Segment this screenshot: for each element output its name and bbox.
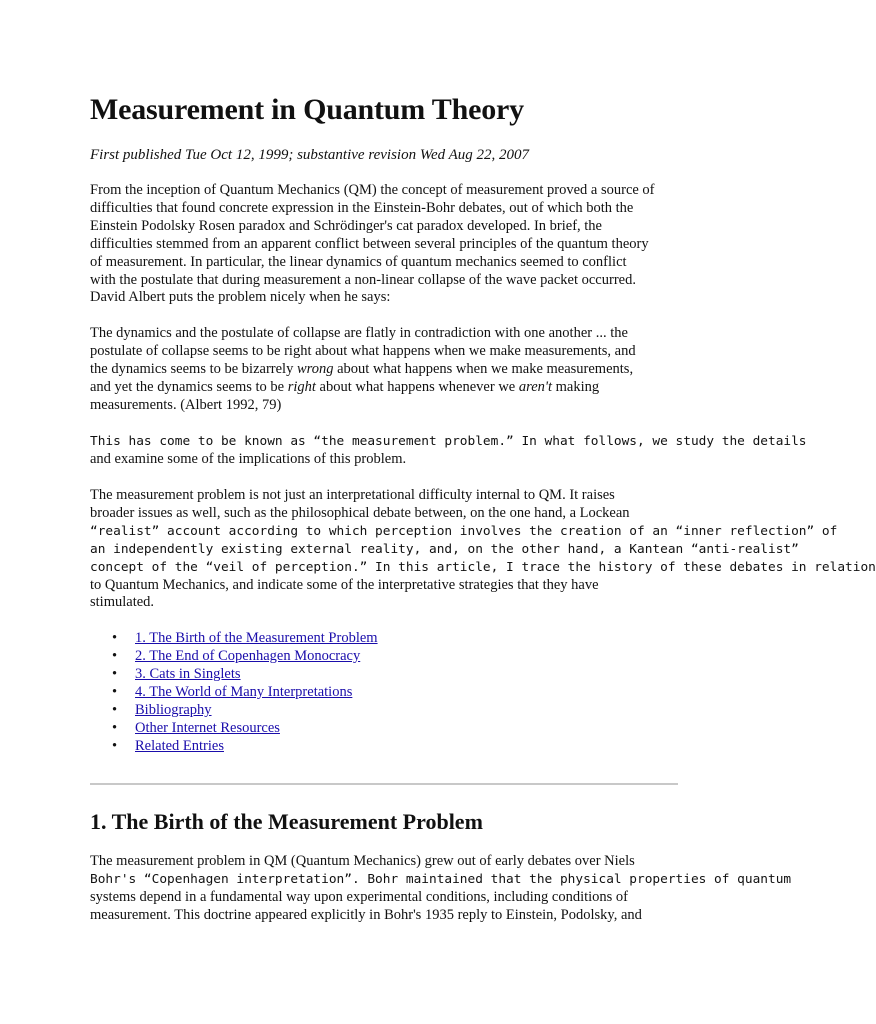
toc-item (90, 737, 378, 755)
toc-link-end-copenhagen[interactable]: 2. The End of Copenhagen Monocracy (135, 648, 361, 664)
toc-link-many-interpretations[interactable]: 4. The World of Many Interpretations (135, 684, 353, 700)
text-line: The measurement problem in QM (Quantum Mechanics) grew out of early debates over Niels (90, 853, 635, 869)
text-line: difficulties that found concrete expression in the Einstein-Bohr debates, out of which both the (90, 199, 634, 216)
text-line: to Quantum Mechanics, and indicate some of the interpretative strategies that they have (90, 576, 599, 593)
toc-link-cats[interactable]: 3. Cats in Singlets (135, 666, 241, 682)
toc-item (90, 683, 378, 701)
emphasis-arent: aren't (518, 378, 553, 395)
bullet-icon: • (112, 648, 118, 664)
text-line: and examine some of the implications of this problem. (90, 450, 407, 467)
text-line: systems depend in a fundamental way upon experimental conditions, including conditions of (90, 888, 629, 905)
toc-item (90, 665, 378, 683)
text-line: concept of the “veil of perception.” In this article, I trace the history of these debates in relation (90, 559, 876, 575)
text-line: “realist” account according to which perception involves the creation of an “inner reflection” of (90, 523, 838, 539)
text-line: and yet the dynamics seems to be right about what happens whenever we aren't making (90, 378, 600, 395)
toc-item (90, 647, 378, 665)
bullet-icon: • (112, 720, 118, 736)
table-of-contents (90, 629, 378, 755)
text-line: broader issues as well, such as the philosophical debate between, on the one hand, a Lockean (90, 504, 630, 521)
text-line: stimulated. (90, 594, 155, 611)
text-line: difficulties stemmed from an apparent conflict between several principles of the quantum theory (90, 235, 649, 252)
text-line: postulate of collapse seems to be right about what happens when we make measurements, and (90, 342, 636, 359)
text-line: of measurement. In particular, the linear dynamics of quantum mechanics seemed to conflict (90, 253, 627, 270)
publication-info: First published Tue Oct 12, 1999; substantive revision Wed Aug 22, 2007 (90, 147, 530, 163)
text-line: From the inception of Quantum Mechanics (QM) the concept of measurement proved a source of (90, 182, 655, 198)
text-line: measurements. (Albert 1992, 79) (90, 396, 282, 413)
bullet-icon: • (112, 702, 118, 718)
measurement-problem-paragraph (90, 433, 807, 469)
section-heading: 1. The Birth of the Measurement Problem (90, 809, 483, 834)
toc-item (90, 629, 378, 647)
text-line: an independently existing external reality, and, on the other hand, a Kantean “anti-realist” (90, 541, 799, 557)
toc-link-related-entries[interactable]: Related Entries (135, 738, 224, 754)
text-line: The measurement problem is not just an interpretational difficulty internal to QM. It raises (90, 487, 615, 503)
text-line: with the postulate that during measurement a non-linear collapse of the wave packet occurred. (90, 271, 636, 288)
text-line: measurement. This doctrine appeared explicitly in Bohr's 1935 reply to Einstein, Podolsky, and (90, 906, 642, 923)
emphasis-wrong: wrong (296, 360, 334, 377)
section1-paragraph (90, 853, 792, 925)
toc-item (90, 719, 378, 737)
toc-link-internet-resources[interactable]: Other Internet Resources (135, 720, 280, 736)
toc-link-birth[interactable]: 1. The Birth of the Measurement Problem (135, 630, 378, 646)
albert-quote (90, 325, 690, 415)
page-title: Measurement in Quantum Theory (90, 93, 524, 126)
bullet-icon: • (112, 684, 118, 700)
text-line: Bohr's “Copenhagen interpretation”. Bohr maintained that the physical properties of quantum (90, 871, 792, 887)
text-line: The dynamics and the postulate of collapse are flatly in contradiction with one another ... the (90, 325, 628, 341)
bullet-icon: • (112, 630, 118, 646)
section-divider (90, 783, 678, 785)
broader-issues-paragraph (90, 487, 876, 612)
text-line: This has come to be known as “the measurement problem.” In what follows, we study the details (90, 434, 807, 449)
intro-paragraph (90, 182, 690, 307)
bullet-icon: • (112, 738, 118, 754)
bullet-icon: • (112, 666, 118, 682)
toc-link-bibliography[interactable]: Bibliography (135, 702, 212, 718)
emphasis-right: right (287, 378, 316, 395)
toc-item (90, 701, 378, 719)
text-line: Einstein Podolsky Rosen paradox and Schrödinger's cat paradox developed. In brief, the (90, 217, 602, 234)
text-line: David Albert puts the problem nicely when he says: (90, 289, 391, 306)
text-line: the dynamics seems to be bizarrely wrong about what happens when we make measurements, (90, 360, 634, 377)
